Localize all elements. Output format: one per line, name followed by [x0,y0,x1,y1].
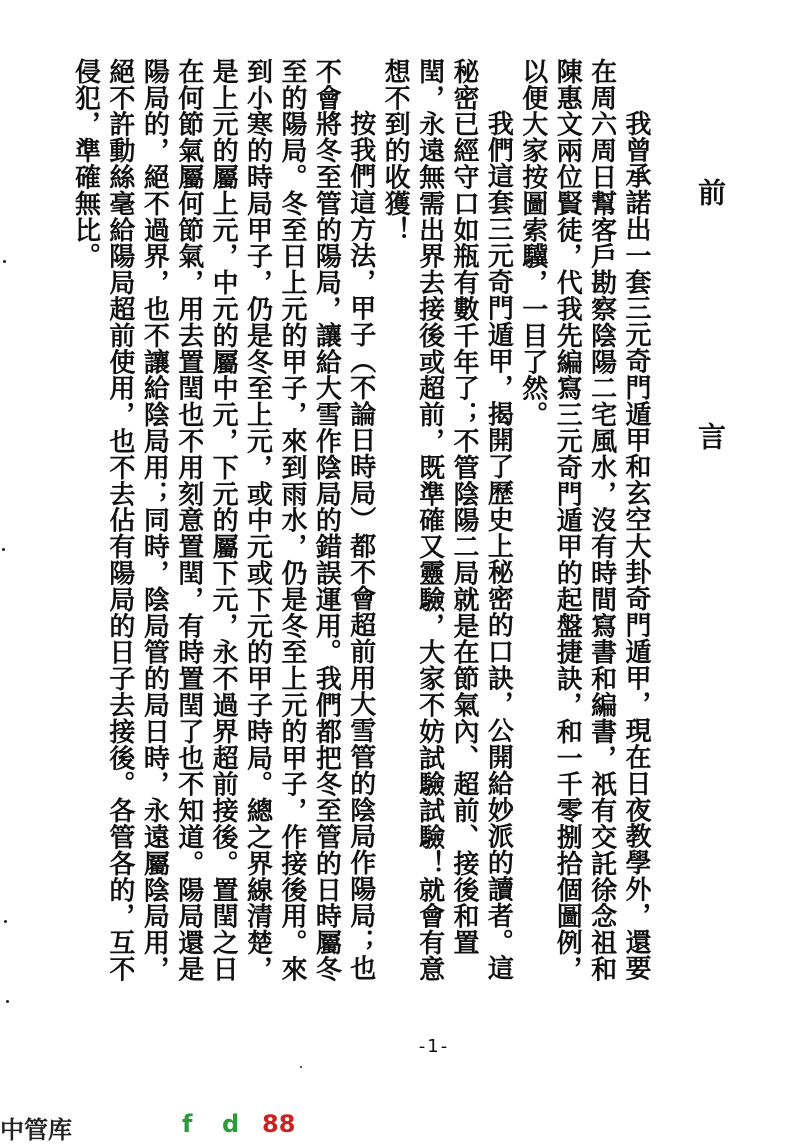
scan-speck [3,260,6,263]
scan-margin-specks [0,0,20,1122]
scan-speck [4,920,7,923]
paragraph-1: 我曾承諾出一套三元奇門遁甲和玄空大卦奇門遁甲，現在日夜教學外，還要在周六周日幫客戶勘察陰陽二宅風水，沒有時間寫書和編書，祇有交託徐念祖和陳惠文兩位賢徒，代我先編寫三元奇門遁甲的起盤捷訣，和一千零捌拾個圖例，以便大家按圖索驥，一目了然。 [517,58,651,982]
scan-speck [2,548,5,551]
bottom-fragment: 中管库 [0,1116,72,1144]
paragraph-2: 我們這套三元奇門遁甲，揭開了歷史上秘密的口訣，公開給妙派的讀者。這秘密已經守口如瓶有數千年了；不管陰陽二局就是在節氣內、超前、接後和置閏，永遠無需出界去接後或超前，既準確又靈驗，大家不妨試驗試驗！就會有意想不到的收獲！ [380,58,514,982]
body-text [70,58,653,988]
scan-speck [6,1000,9,1003]
page-number: -1- [418,1036,450,1057]
bottom-scan-strip [0,1108,805,1144]
bottom-fragment: d [222,1110,240,1138]
scan-speck [300,1066,302,1068]
bottom-fragment: f [182,1110,193,1138]
page-title: 前 言 [694,178,727,544]
paragraph-3: 按我們這方法，甲子（不論日時局）都不會超前用大雪管的陰局作陽局；也不會將冬至管的陽局，讓給大雪作陰局的錯誤運用。我們都把冬至管的日時屬冬至的陽局。冬至日上元的甲子，來到雨水，仍是冬至上元的甲子，作接後用。來到小寒的時局甲子，仍是冬至上元，或中元或下元的甲子時局。總之界線清楚，是上元的屬上元，中元的屬中元，下元的屬下元，永不過界超前接後。置閏之日在何節氣屬何節氣，用去置閏也不用刻意置閏，有時置閏了也不知道。陽局還是陽局的，絕不過界，也不讓給陰局用；同時，陰局管的局日時，永遠屬陰局用，絕不許動絲毫給陽局超前使用，也不去佔有陽局的日子去接後。各管各的，互不侵犯，準確無比。 [70,58,376,982]
bottom-fragment: 88 [262,1110,296,1138]
